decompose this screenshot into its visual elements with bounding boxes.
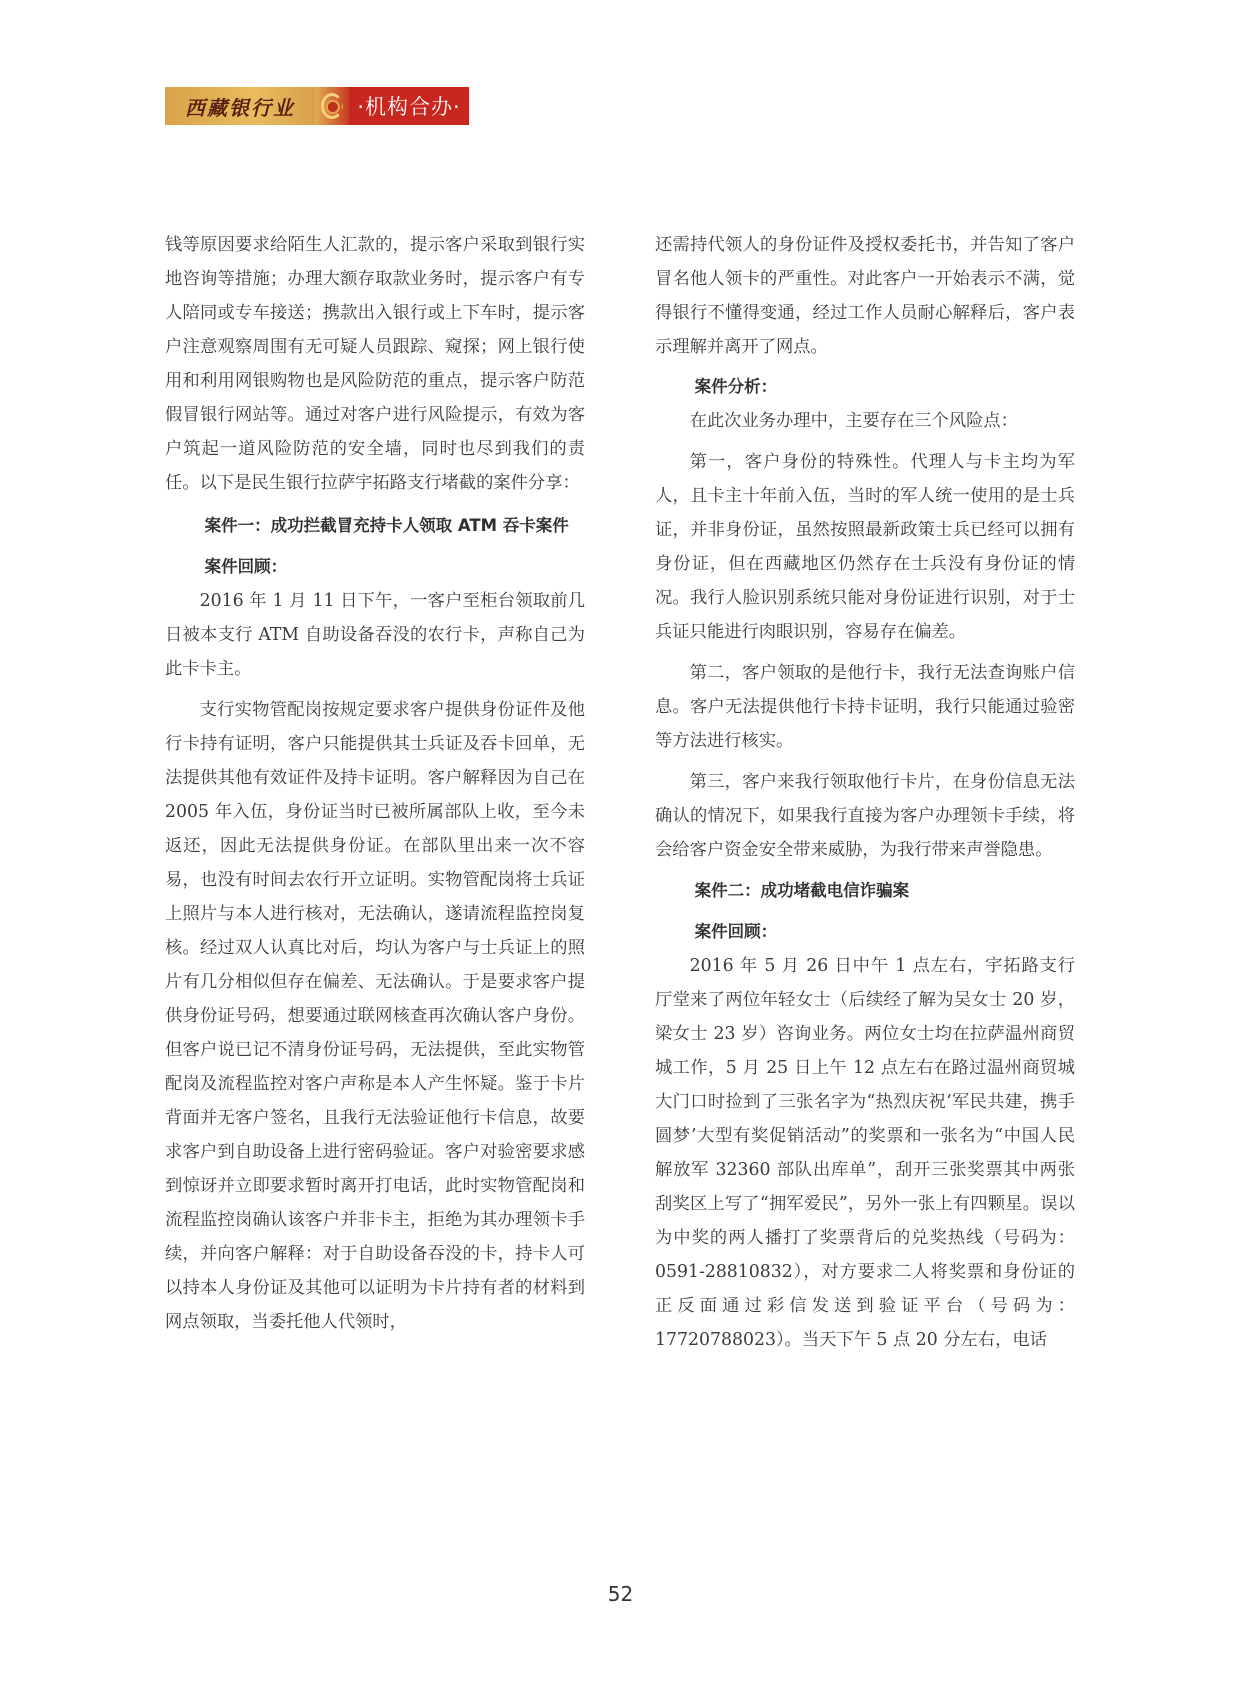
publication-logo (165, 87, 315, 125)
intro-paragraph: 钱等原因要求给陌生人汇款的，提示客户采取到银行实地咨询等措施；办理大额存取款业务时，提示客户有专人陪同或专车接送；携款出入银行或上下车时，提示客户注意观察周围有无可疑人员跟踪、窥探；网上银行使用和利用网银购物也是风险防范的重点，提示客户防范假冒银行网站等。通过对客户进行风险提示，有效为客户筑起一道风险防范的安全墙，同时也尽到我们的责任。以下是民生银行拉萨宇拓路支行堵截的案件分享： (165, 235, 585, 493)
risk-point-1: 第一，客户身份的特殊性。代理人与卡主均为军人，且卡主十年前入伍，当时的军人统一使用的是士兵证，并非身份证，虽然按照最新政策士兵已经可以拥有身份证，但在西藏地区仍然存在士兵没有身份证的情况。我行人脸识别系统只能对身份证进行识别，对于士兵证只能进行肉眼识别，容易存在偏差。 (655, 452, 1075, 642)
case1-review-heading: 案件回顾： (204, 557, 288, 576)
right-column (655, 228, 1075, 1357)
section-header-banner (165, 87, 469, 125)
analysis-intro: 在此次业务办理中，主要存在三个风险点： (689, 411, 1018, 431)
swirl-emblem-icon (315, 87, 349, 125)
case2-title: 案件二：成功堵截电信诈骗案 (694, 881, 910, 900)
case2-review-heading: 案件回顾： (694, 922, 778, 941)
case1-paragraph-2: 支行实物管配岗按规定要求客户提供身份证件及他行卡持有证明，客户只能提供其士兵证及吞卡回单，无法提供其他有效证件及持卡证明。客户解释因为自己在 2005 年入伍，身份证当时已被所属部队上收，至今未返还，因此无法提供身份证。在部队里出来一次不容易，也没有时间去农行开立证明。实物管配岗将士兵证上照片与本人进行核对，无法确认，遂请流程监控岗复核。经过双人认真比对后，均认为客户与士兵证上的照片有几分相似但存在偏差、无法确认。于是要求客户提供身份证号码，想要通过联网核查再次确认客户身份。但客户说已记不清身份证号码，无法提供，至此实物管配岗及流程监控对客户声称是本人产生怀疑。鉴于卡片背面并无客户签名，且我行无法验证他行卡信息，故要求客户到自助设备上进行密码验证。客户对验密要求感到惊讶并立即要求暂时离开打电话，此时实物管配岗和流程监控岗确认该客户并非卡主，拒绝为其办理领卡手续，并向客户解释：对于自助设备吞没的卡，持卡人可以持本人身份证及其他可以证明为卡片持有者的材料到网点领取，当委托他人代领时， (165, 700, 585, 1332)
case1-title: 案件一：成功拦截冒充持卡人领取 ATM 吞卡案件 (204, 516, 569, 535)
section-tag (349, 87, 469, 125)
risk-point-3: 第三，客户来我行领取他行卡片，在身份信息无法确认的情况下，如果我行直接为客户办理领卡手续，将会给客户资金安全带来威胁，为我行带来声誉隐患。 (655, 772, 1075, 860)
section-title: ·机构合办· (357, 95, 461, 119)
left-column (165, 228, 585, 1339)
case1-paragraph-continued: 还需持代领人的身份证件及授权委托书，并告知了客户冒名他人领卡的严重性。对此客户一开始表示不满，觉得银行不懂得变通，经过工作人员耐心解释后，客户表示理解并离开了网点。 (655, 235, 1075, 357)
case2-paragraph-1: 2016 年 5 月 26 日中午 1 点左右，宇拓路支行厅堂来了两位年轻女士（后续经了解为吴女士 20 岁，梁女士 23 岁）咨询业务。两位女士均在拉萨温州商贸城工作，5 月 25 日上午 12 点左右在路过温州商贸城大门口时捡到了三张名字为“热烈庆祝‘军民共建，携手圆梦’大型有奖促销活动”的奖票和一张名为“中国人民解放军 32360 部队出库单”，刮开三张奖票其中两张刮奖区上写了“拥军爱民”，另外一张上有四颗星。误以为中奖的两人播打了奖票背后的兑奖热线（号码为：0591-28810832），对方要求二人将奖票和身份证的正反面通过彩信发送到验证平台（号码为：17720788023）。当天下午 5 点 20 分左右，电话 (655, 956, 1075, 1350)
case1-paragraph-1: 2016 年 1 月 11 日下午，一客户至柜台领取前几日被本支行 ATM 自助设备吞没的农行卡，声称自己为此卡卡主。 (165, 591, 585, 679)
risk-point-2: 第二，客户领取的是他行卡，我行无法查询账户信息。客户无法提供他行卡持卡证明，我行只能通过验密等方法进行核实。 (655, 663, 1075, 751)
page-number: 52 (607, 1582, 634, 1606)
case-analysis-heading: 案件分析： (694, 377, 778, 396)
publication-title: 西藏银行业 (185, 95, 295, 120)
